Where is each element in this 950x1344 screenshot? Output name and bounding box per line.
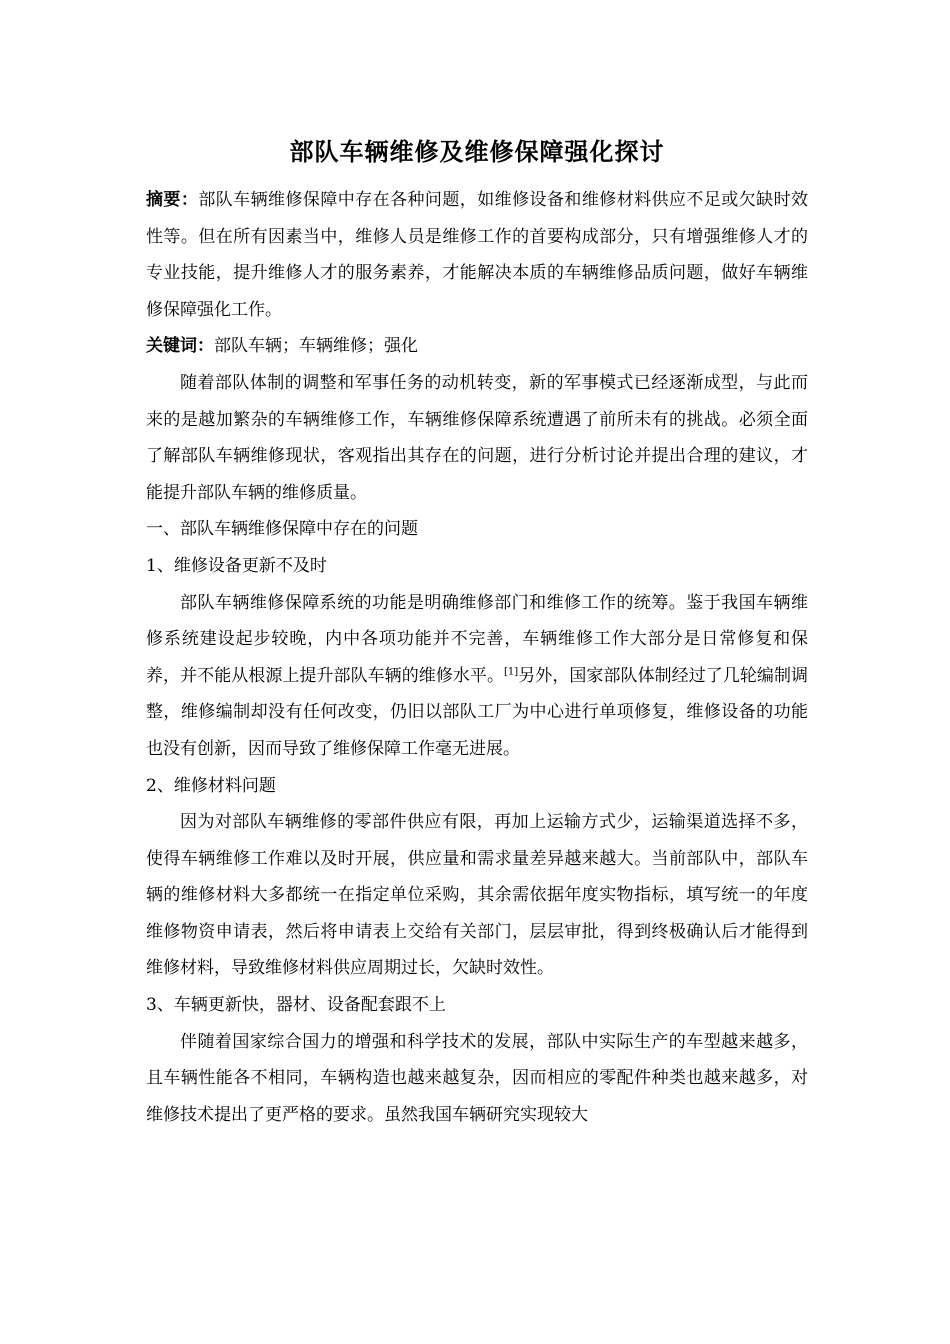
abstract-paragraph: [146, 182, 808, 328]
document-title: 部队车辆维修及维修保障强化探讨: [289, 137, 665, 166]
subsection-1-text-before: 部队车辆维修保障系统的功能是明确维修部门和维修工作的统筹。鉴于我国车辆维修系统建设起步较晚，内中各项功能并不完善，车辆维修工作大部分是日常修复和保养，并不能从根源上提升部队车辆的维修水平。: [146, 592, 808, 686]
subsection-heading-3: 3、车辆更新快，器材、设备配套跟不上: [146, 995, 446, 1016]
reference-marker: [1]: [504, 666, 519, 678]
subsection-heading-1: 1、维修设备更新不及时: [146, 555, 327, 576]
subsection-heading-2: 2、维修材料问题: [146, 775, 276, 796]
intro-paragraph: 随着部队体制的调整和军事任务的动机转变，新的军事模式已经逐渐成型，与此而来的是越加繁杂的车辆维修工作，车辆维修保障系统遭遇了前所未有的挑战。必须全面了解部队车辆维修现状，客观指出其存在的问题，进行分析讨论并提出合理的建议，才能提升部队车辆的维修质量。: [146, 372, 808, 503]
abstract-label: 摘要：: [146, 190, 199, 210]
subsection-1-text-after: 另外，国家部队体制经过了几轮编制调整，维修编制却没有任何改变，仍旧以部队工厂为中心进行单项修复，维修设备的功能也没有创新，因而导致了维修保障工作毫无进展。: [146, 665, 809, 759]
subsection-1-paragraph: [146, 585, 808, 768]
subsection-3-paragraph: 伴随着国家综合国力的增强和科学技术的发展，部队中实际生产的车型越来越多，且车辆性能各不相同，车辆构造也越来越复杂，因而相应的零配件种类也越来越多，对维修技术提出了更严格的要求。虽然我国车辆研究实现较大: [146, 1031, 808, 1125]
abstract-text: 部队车辆维修保障中存在各种问题，如维修设备和维修材料供应不足或欠缺时效性等。但在所有因素当中，维修人员是维修工作的首要构成部分，只有增强维修人才的专业技能，提升维修人才的服务素养，才能解决本质的车辆维修品质问题，做好车辆维修保障强化工作。: [146, 190, 809, 320]
keywords-paragraph: [146, 328, 808, 365]
subsection-2-paragraph: 因为对部队车辆维修的零部件供应有限，再加上运输方式少，运输渠道选择不多，使得车辆维修工作难以及时开展，供应量和需求量差异越来越大。当前部队中，部队车辆的维修材料大多都统一在指定单位采购，其余需依据年度实物指标，填写统一的年度维修物资申请表，然后将申请表上交给有关部门，层层审批，得到终极确认后才能得到维修材料，导致维修材料供应周期过长，欠缺时效性。: [146, 812, 808, 979]
keywords-text: 部队车辆；车辆维修；强化: [214, 336, 418, 357]
section-heading-1: 一、部队车辆维修保障中存在的问题: [146, 519, 418, 540]
document-page: [146, 132, 808, 1133]
keywords-label: 关键词：: [146, 336, 214, 357]
